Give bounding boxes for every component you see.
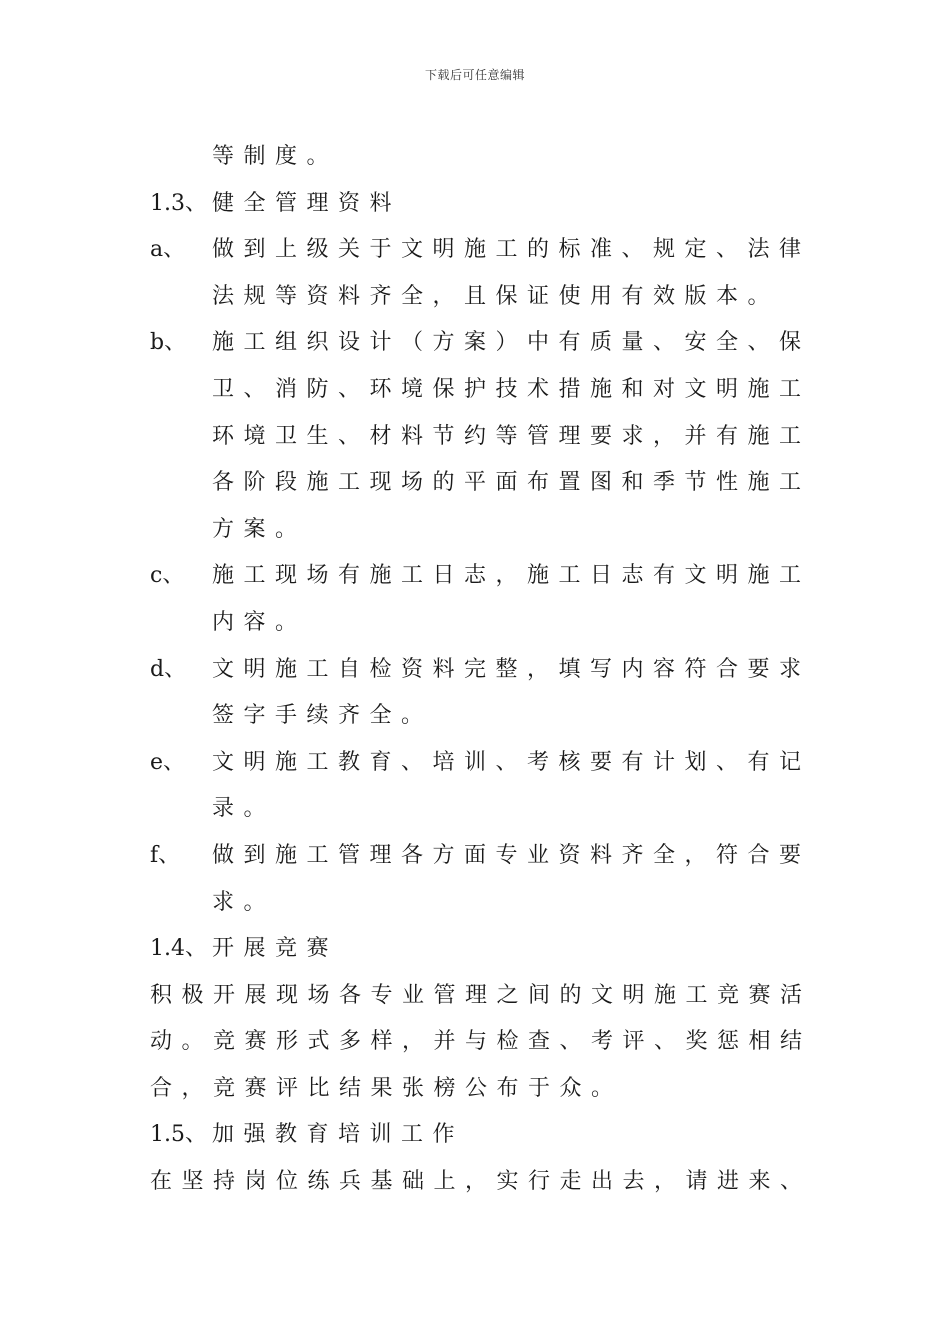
- section-heading-1-5: [150, 1112, 800, 1159]
- list-item-text: 做到施工管理各方面专业资料齐全，符合要: [212, 842, 811, 868]
- text-line: 方案。: [212, 516, 307, 542]
- text-line: 签字手续齐全。: [212, 703, 433, 729]
- text-line: 求。: [212, 889, 276, 915]
- section-number: 1.4、: [150, 936, 207, 962]
- section-title: 健全管理资料: [212, 190, 402, 216]
- list-item-text: 施工组织设计（方案）中有质量、安全、保: [212, 330, 811, 356]
- paragraph-line: 合，竞赛评比结果张榜公布于众。: [150, 1075, 623, 1101]
- text-line: 录。: [212, 796, 276, 822]
- list-item-f: [150, 833, 811, 880]
- section-heading-1-4: [150, 926, 800, 973]
- list-item-text: 文明施工教育、培训、考核要有计划、有记: [212, 749, 811, 775]
- section-number: 1.3、: [150, 190, 207, 216]
- list-marker: b、: [150, 330, 187, 356]
- text-line: 等制度。: [212, 144, 339, 169]
- list-marker: f、: [150, 842, 181, 868]
- section-title: 加强教育培训工作: [212, 1122, 465, 1148]
- list-item-text: 施工现场有施工日志，施工日志有文明施工: [212, 563, 811, 589]
- text-line: 环境卫生、材料节约等管理要求，并有施工: [212, 423, 811, 449]
- text-line: 各阶段施工现场的平面布置图和季节性施工: [212, 470, 811, 496]
- paragraph-line: 积极开展现场各专业管理之间的文明施工竞赛活: [150, 982, 812, 1008]
- list-item-c: [150, 553, 811, 600]
- section-heading-1-3: [150, 181, 800, 228]
- paragraph-line: 动。竞赛形式多样，并与检查、考评、奖惩相结: [150, 1029, 812, 1055]
- list-marker: e、: [150, 749, 186, 775]
- list-marker: c、: [150, 563, 185, 589]
- list-item-d: [150, 647, 811, 694]
- section-title: 开展竞赛: [212, 936, 339, 962]
- list-item-e: [150, 740, 811, 787]
- paragraph-line: 在坚持岗位练兵基础上，实行走出去，请进来、: [150, 1169, 812, 1195]
- list-marker: d、: [150, 656, 187, 682]
- list-marker: a、: [150, 237, 186, 263]
- section-number: 1.5、: [150, 1122, 207, 1148]
- list-item-a: [150, 227, 811, 274]
- page-header-note: 下载后可任意编辑: [424, 68, 525, 82]
- list-item-text: 文明施工自检资料完整，填写内容符合要求: [212, 656, 811, 682]
- text-line: 内容。: [212, 609, 307, 635]
- document-body: [150, 134, 812, 1206]
- list-item-b: [150, 320, 811, 367]
- text-line: 卫、消防、环境保护技术措施和对文明施工: [212, 376, 811, 402]
- list-item-text: 做到上级关于文明施工的标准、规定、法律: [212, 237, 811, 263]
- text-line: 法规等资料齐全，且保证使用有效版本。: [212, 283, 780, 309]
